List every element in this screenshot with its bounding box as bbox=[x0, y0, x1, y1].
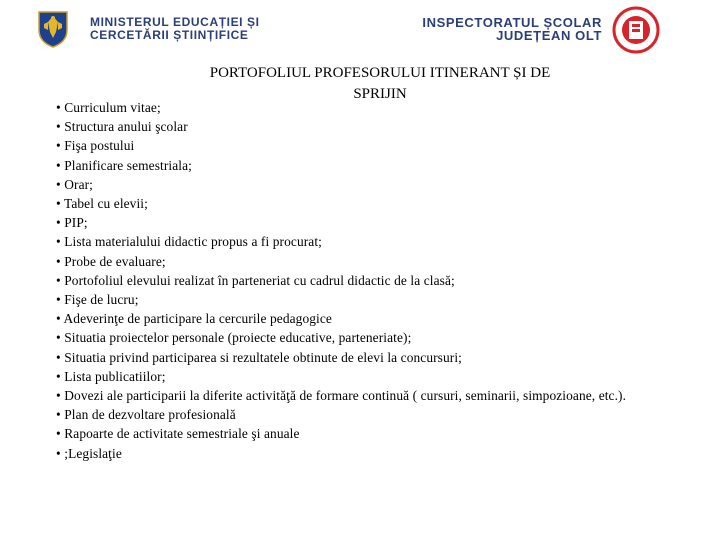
list-item: • Curriculum vitae; bbox=[56, 98, 716, 117]
list-item: • Tabel cu elevii; bbox=[56, 194, 716, 213]
list-item: • Portofoliul elevului realizat în parteneriat cu cadrul didactic de la clasă; bbox=[56, 271, 716, 290]
inspectorat-line-2: JUDEȚEAN OLT bbox=[496, 28, 602, 43]
list-item: • Rapoarte de activitate semestriale şi anuale bbox=[56, 424, 716, 443]
list-item: • Planificare semestriala; bbox=[56, 156, 716, 175]
list-item: • Lista materialului didactic propus a fi procurat; bbox=[56, 232, 716, 251]
list-item: • Plan de dezvoltare profesională bbox=[56, 405, 716, 424]
list-item: • PIP; bbox=[56, 213, 716, 232]
romania-coat-of-arms-icon bbox=[36, 8, 70, 48]
list-item: • Structura anului şcolar bbox=[56, 117, 716, 136]
title-line-2: SPRIJIN bbox=[353, 86, 407, 102]
list-item: • Orar; bbox=[56, 175, 716, 194]
list-item: • Fişa postului bbox=[56, 136, 716, 155]
ministry-name bbox=[90, 16, 260, 42]
list-item: • ;Legislaţie bbox=[56, 444, 716, 463]
portfolio-contents-list bbox=[56, 98, 716, 463]
title-line-1: PORTOFOLIUL PROFESORULUI ITINERANT ȘI DE bbox=[209, 65, 551, 81]
ministry-line-1: MINISTERUL EDUCAȚIEI ȘI bbox=[90, 15, 260, 29]
page-header bbox=[0, 0, 720, 56]
list-item: • Probe de evaluare; bbox=[56, 252, 716, 271]
isj-olt-logo-icon bbox=[612, 6, 660, 54]
list-item: • Dovezi ale participarii la diferite activităţă de formare continuă ( cursuri, seminarii, simpozioane, etc.). bbox=[56, 386, 716, 405]
inspectorat-line-1: INSPECTORATUL ȘCOLAR bbox=[422, 15, 602, 30]
ministry-line-2: CERCETĂRII ȘTIINȚIFICE bbox=[90, 28, 249, 42]
inspectorat-name bbox=[422, 16, 602, 42]
list-item: • Adeverinţe de participare la cercurile pedagogice bbox=[56, 309, 716, 328]
list-item: • Situatia privind participarea si rezultatele obtinute de elevi la concursuri; bbox=[56, 348, 716, 367]
list-item: • Situatia proiectelor personale (proiecte educative, parteneriate); bbox=[56, 328, 716, 347]
list-item: • Fişe de lucru; bbox=[56, 290, 716, 309]
list-item: • Lista publicatiilor; bbox=[56, 367, 716, 386]
